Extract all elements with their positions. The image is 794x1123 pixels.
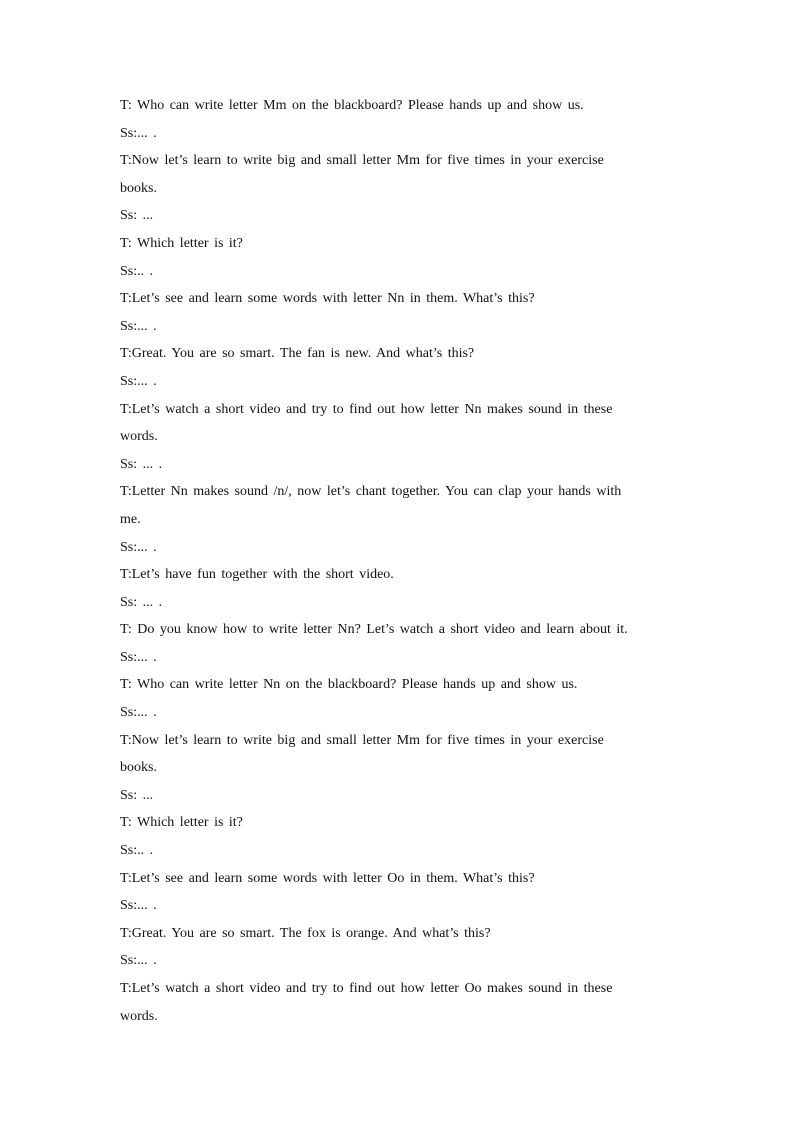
text-line: Ss:.. . [120, 843, 154, 859]
text-line: Ss:... . [120, 539, 157, 555]
text-line: T: Which letter is it? [120, 815, 243, 831]
text-line: T: Who can write letter Mm on the blackboard? Please hands up and show us. [120, 98, 584, 113]
text-line: Ss:... . [120, 649, 157, 665]
document-body [120, 92, 680, 1030]
text-line: books. [120, 760, 157, 776]
text-line: Ss: ... . [120, 594, 163, 610]
text-line: T:Let’s see and learn some words with letter Nn in them. What’s this? [120, 291, 535, 307]
text-line: T:Let’s watch a short video and try to find out how letter Oo makes sound in these [120, 981, 613, 996]
text-line: T: Which letter is it? [120, 235, 243, 251]
text-line: Ss:... . [120, 953, 157, 969]
text-line: T:Let’s see and learn some words with letter Oo in them. What’s this? [120, 870, 535, 886]
text-line: T:Let’s have fun together with the short video. [120, 567, 394, 583]
text-line: me. [120, 511, 141, 527]
text-line: Ss:... . [120, 705, 157, 721]
text-line: T:Great. You are so smart. The fox is orange. And what’s this? [120, 925, 491, 941]
text-line: Ss:... . [120, 125, 157, 141]
text-line: books. [120, 180, 157, 196]
text-line: Ss:... . [120, 318, 157, 334]
text-line: Ss:... . [120, 898, 157, 914]
text-line: T:Let’s watch a short video and try to find out how letter Nn makes sound in these [120, 401, 613, 417]
text-line: Ss: ... [120, 208, 154, 224]
text-line: T:Great. You are so smart. The fan is new. And what’s this? [120, 346, 475, 362]
text-line: Ss: ... . [120, 456, 163, 472]
text-line: T:Now let’s learn to write big and small letter Mm for five times in your exercise [120, 732, 604, 748]
text-line: words. [120, 429, 158, 445]
text-line: T:Letter Nn makes sound /n/, now let’s chant together. You can clap your hands with [120, 484, 622, 500]
text-line: Ss:.. . [120, 263, 154, 279]
text-line: T:Now let’s learn to write big and small letter Mm for five times in your exercise [120, 153, 604, 169]
text-line: words. [120, 1008, 158, 1024]
text-line: T: Do you know how to write letter Nn? Let’s watch a short video and learn about it. [120, 622, 628, 638]
text-line: T: Who can write letter Nn on the blackboard? Please hands up and show us. [120, 677, 578, 693]
text-line: Ss:... . [120, 373, 157, 389]
text-line: Ss: ... [120, 787, 154, 803]
